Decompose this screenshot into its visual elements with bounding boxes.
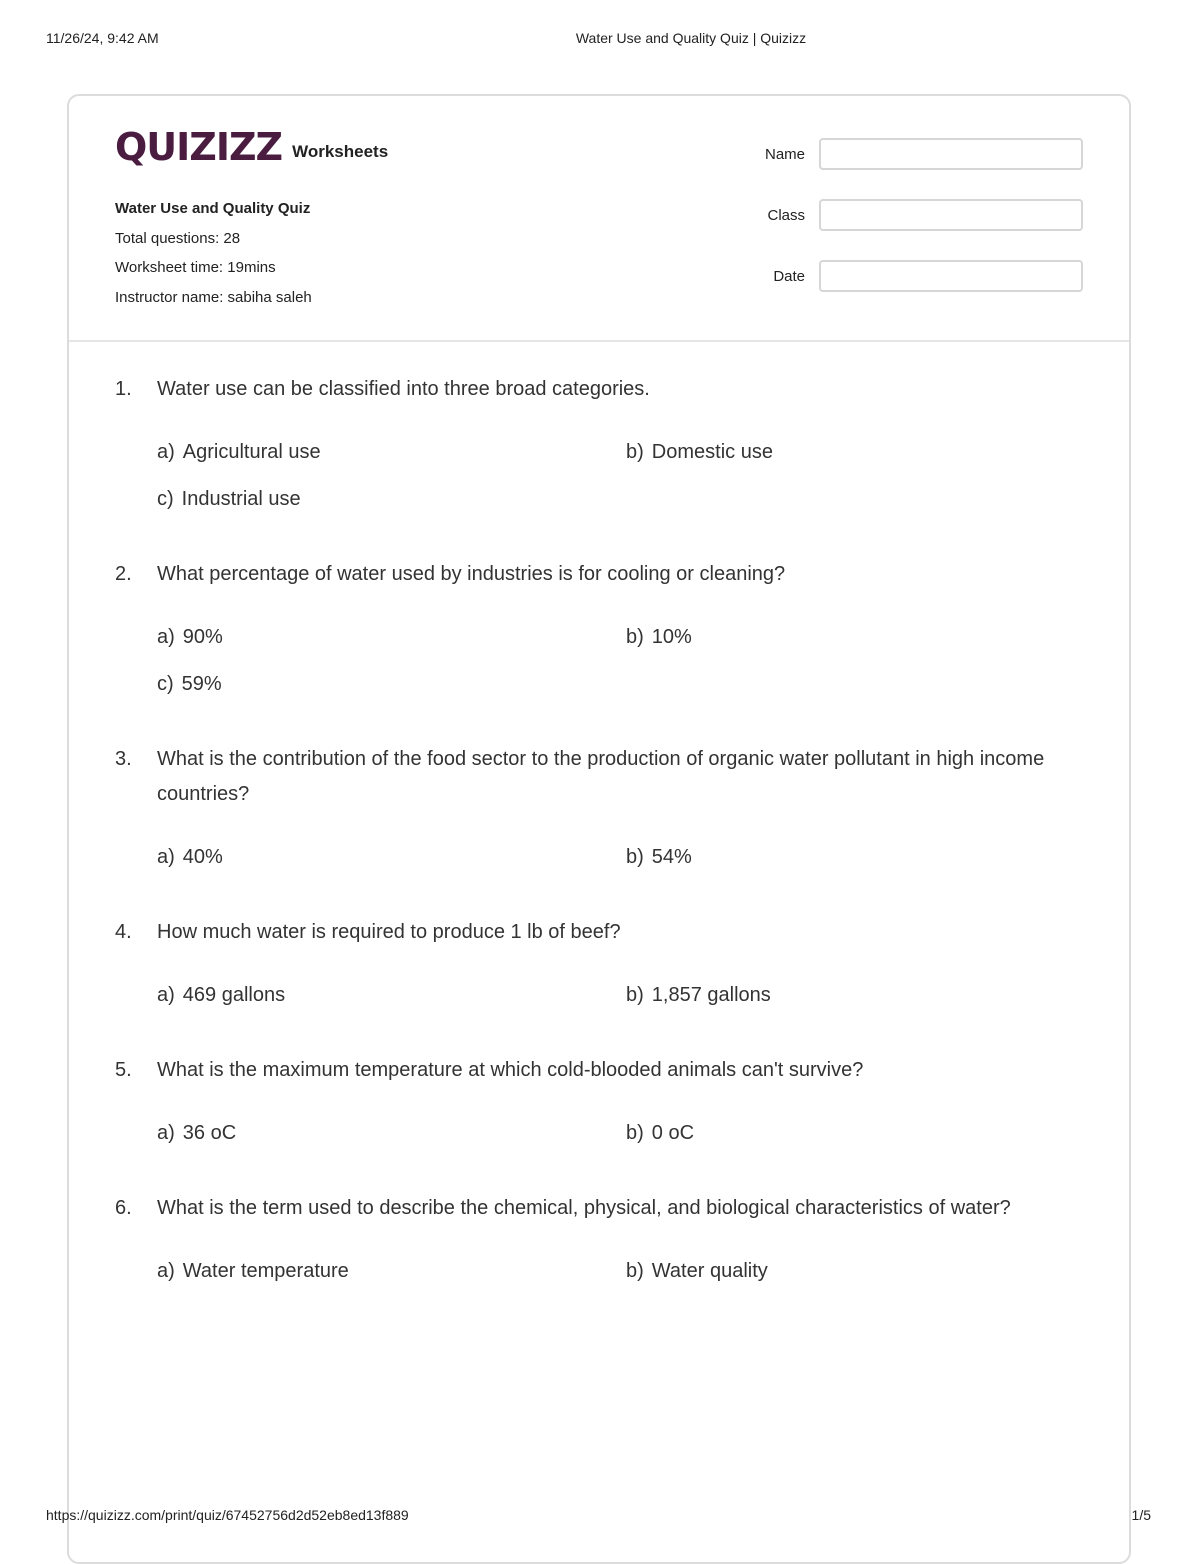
- worksheet-time: Worksheet time: 19mins: [115, 259, 276, 276]
- quiz-info: [115, 194, 312, 312]
- print-url: https://quizizz.com/print/quiz/67452756d2d52eb8ed13f889: [46, 1507, 409, 1523]
- answer-options: [157, 1110, 1085, 1157]
- answer-option: b) Domestic use: [626, 441, 773, 463]
- brand-logo: [115, 125, 389, 169]
- answer-option: b) Water quality: [626, 1260, 768, 1282]
- question-text: Water use can be classified into three broad categories.: [157, 378, 650, 400]
- question-item: [115, 1191, 1085, 1295]
- question-text: What is the term used to describe the chemical, physical, and biological characteristics of water?: [157, 1197, 1011, 1219]
- answer-option: a) 469 gallons: [157, 984, 286, 1006]
- date-field[interactable]: [819, 260, 1083, 292]
- name-field-row: [725, 138, 1083, 170]
- answer-options: [157, 834, 1085, 881]
- question-item: [115, 915, 1085, 1019]
- class-field[interactable]: [819, 199, 1083, 231]
- question-text: What is the maximum temperature at which cold-blooded animals can't survive?: [157, 1059, 864, 1081]
- date-label: Date: [773, 267, 805, 285]
- question-number: 2.: [115, 563, 132, 585]
- question-number: 5.: [115, 1059, 132, 1081]
- answer-option: a) 40%: [157, 846, 223, 868]
- date-field-row: [725, 260, 1083, 292]
- question-number: 3.: [115, 748, 132, 770]
- class-field-row: [725, 199, 1083, 231]
- print-datetime: 11/26/24, 9:42 AM: [46, 30, 159, 46]
- question-number: 6.: [115, 1197, 132, 1219]
- question-list: [115, 372, 1085, 1295]
- total-questions: Total questions: 28: [115, 229, 241, 247]
- worksheets-label: Worksheets: [292, 142, 389, 161]
- question-number: 1.: [115, 378, 132, 400]
- answer-option: a) Water temperature: [157, 1260, 349, 1282]
- question-text: What percentage of water used by industries is for cooling or cleaning?: [157, 563, 786, 585]
- quizizz-logo: QUIZIZZ: [115, 125, 283, 169]
- name-field[interactable]: [819, 138, 1083, 170]
- name-label: Name: [764, 145, 805, 163]
- print-page-title: Water Use and Quality Quiz | Quizizz: [575, 30, 807, 46]
- answer-option: b) 10%: [626, 626, 692, 648]
- answer-option: c) 59%: [157, 673, 222, 695]
- answer-option: a) 90%: [157, 626, 223, 648]
- question-text: What is the contribution of the food sector to the production of organic water pollutant in high income countries?: [157, 748, 1045, 805]
- answer-options: [157, 972, 1085, 1019]
- answer-option: b) 1,857 gallons: [626, 984, 771, 1006]
- answer-option: c) Industrial use: [157, 488, 301, 510]
- print-page-count: 1/5: [1131, 1507, 1151, 1523]
- class-label: Class: [767, 206, 805, 224]
- worksheet-card: [67, 94, 1131, 1564]
- answer-options: [157, 1248, 1085, 1295]
- answer-option: b) 54%: [626, 846, 692, 868]
- quiz-title: Water Use and Quality Quiz: [115, 200, 311, 217]
- instructor-name: Instructor name: sabiha saleh: [115, 288, 312, 306]
- answer-options: [157, 614, 1085, 708]
- question-item: [115, 742, 1085, 881]
- question-item: [115, 1053, 1085, 1157]
- answer-option: a) Agricultural use: [157, 441, 321, 463]
- answer-options: [157, 429, 1085, 523]
- question-item: [115, 557, 1085, 708]
- worksheet-header: [69, 96, 1129, 342]
- question-number: 4.: [115, 921, 132, 943]
- question-item: [115, 372, 1085, 523]
- question-text: How much water is required to produce 1 lb of beef?: [157, 921, 621, 943]
- answer-option: a) 36 oC: [157, 1122, 237, 1144]
- answer-option: b) 0 oC: [626, 1122, 695, 1144]
